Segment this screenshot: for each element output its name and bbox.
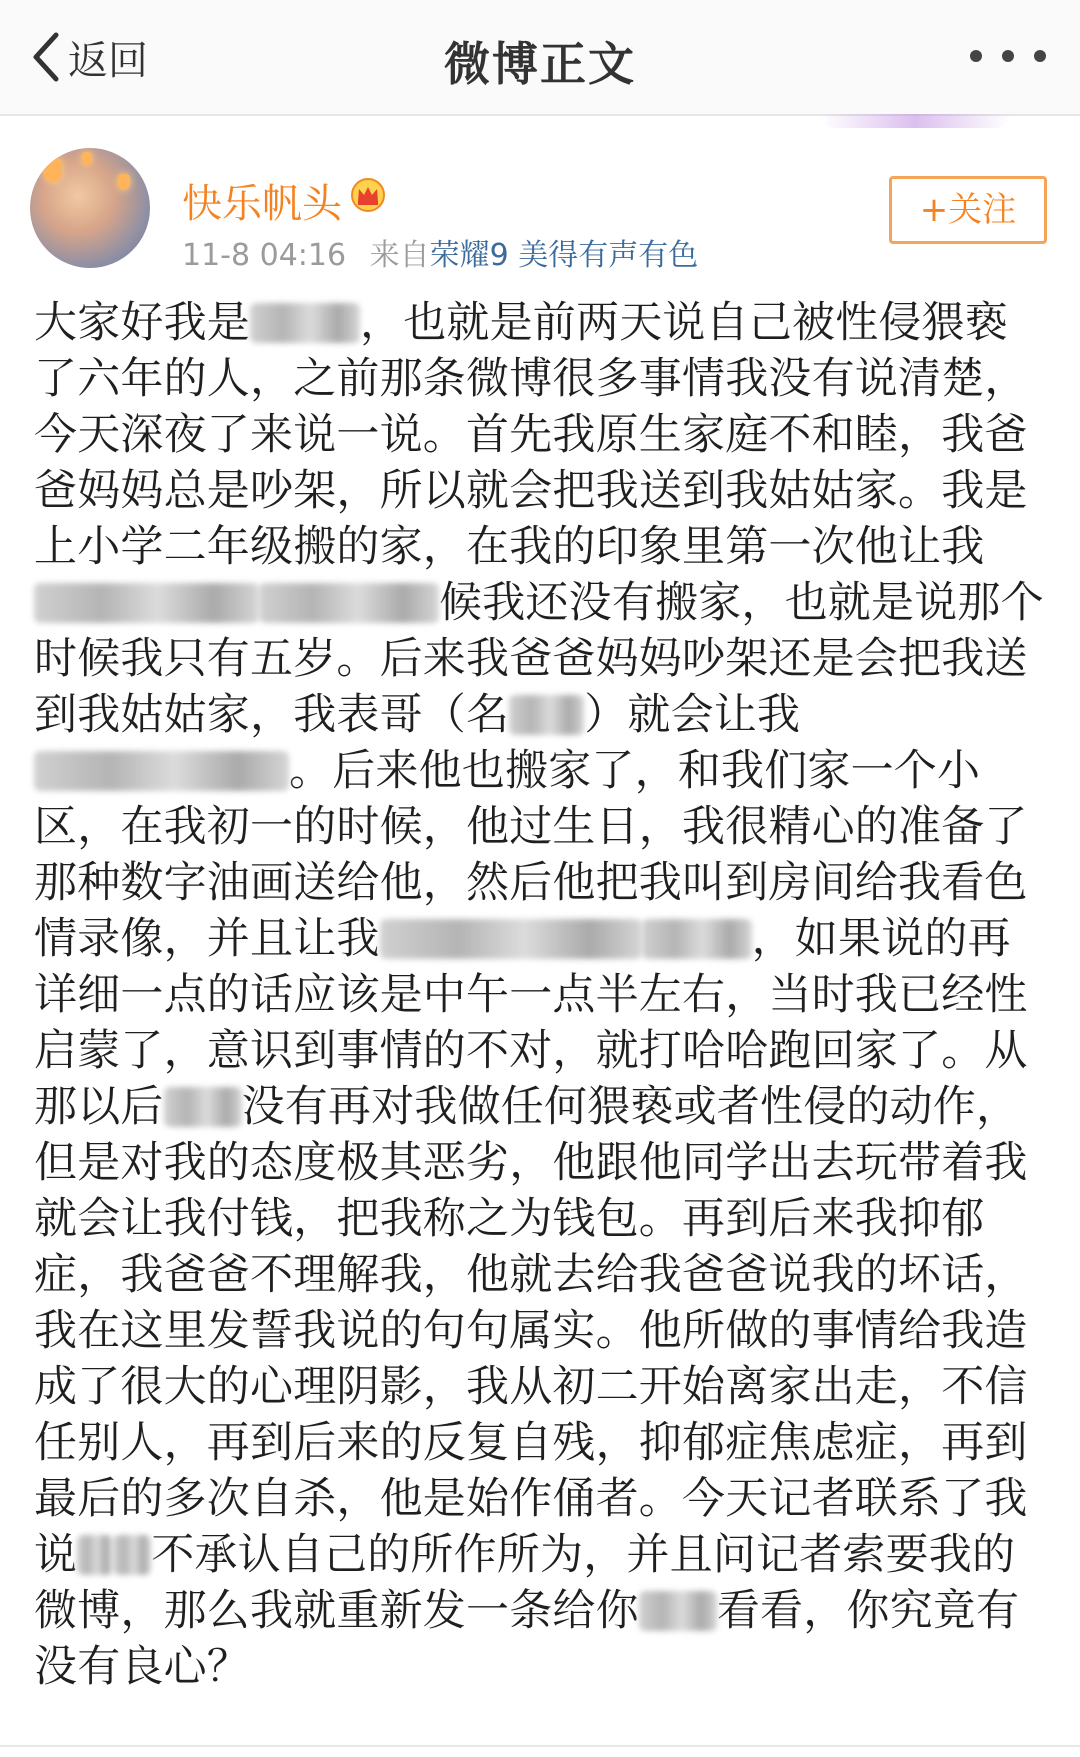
redacted-text xyxy=(34,751,289,791)
post-body xyxy=(34,295,1044,1695)
source-device-link[interactable]: 荣耀9 美得有声有色 xyxy=(429,238,699,273)
more-dots-icon[interactable] xyxy=(970,44,1046,68)
redacted-text xyxy=(250,303,360,343)
avatar[interactable] xyxy=(30,148,150,268)
post-text: 看看，你究竟有没有良心？ xyxy=(34,1586,1020,1692)
redacted-text xyxy=(642,919,752,959)
redacted-text xyxy=(380,919,642,959)
redacted-text xyxy=(639,1591,717,1631)
divider xyxy=(0,1745,1080,1747)
redacted-text xyxy=(259,583,439,623)
navigation-bar xyxy=(0,0,1080,116)
source-prefix: 来自 xyxy=(369,238,430,273)
follow-button[interactable]: +关注 xyxy=(889,176,1047,244)
post-text: 大家好我是 xyxy=(34,298,250,348)
post-text: ，如果说的再详细一点的话应该是中午一点半左右，当时我已经性启蒙了，意识到事情的不对，就打哈哈跑回家了。从那以后 xyxy=(34,914,1028,1132)
page-title: 微博正文 xyxy=(444,37,636,91)
banner-decoration xyxy=(820,114,1010,128)
post-text: 不承认自己的所作所为，并且问记者索要我的微博，那么我就重新发一条给你 xyxy=(34,1530,1016,1636)
redacted-text xyxy=(34,583,259,623)
post-text: ）就会让我 xyxy=(584,690,801,740)
post-text: 没有再对我做任何猥亵或者性侵的动作，但是对我的态度极其恶劣，他跟他同学出去玩带着我就会让我付钱，把我称之为钱包。再到后来我抑郁症，我爸爸不理解我，他就去给我爸爸说我的坏话，我在这里发誓我说的句句属实。他所做的事情给我造成了很大的心理阴影，我从初二开始离家出走，不信任别人，再到后来的反复自残，抑郁症焦虑症，再到最后的多次自杀，他是始作俑者。今天记者联系了我说 xyxy=(34,1082,1028,1580)
post-meta xyxy=(182,230,698,274)
post-text: 候我还没有搬家，也就是说那个时候我只有五岁。后来我爸爸妈妈吵架还是会把我送到我姑姑家，我表哥（名 xyxy=(34,578,1044,740)
redacted-text xyxy=(113,1535,151,1575)
post-text: 。后来他也搬家了，和我们家一个小区，在我初一的时候，他过生日，我很精心的准备了那种数字油画送给他，然后他把我叫到房间给我看色情录像，并且让我 xyxy=(34,746,1028,964)
crown-badge-icon xyxy=(350,178,386,212)
redacted-text xyxy=(164,1087,242,1127)
username[interactable]: 快乐帆头 xyxy=(182,181,342,227)
back-label: 返回 xyxy=(68,37,148,84)
redacted-text xyxy=(509,695,584,735)
redacted-text xyxy=(77,1535,113,1575)
post-header xyxy=(0,128,1080,278)
post-text: ，也就是前两天说自己被性侵猥亵了六年的人，之前那条微博很多事情我没有说清楚，今天深夜了来说一说。首先我原生家庭不和睦，我爸爸妈妈总是吵架，所以就会把我送到我姑姑家。我是上小学二年级搬的家，在我的印象里第一次他让我 xyxy=(34,298,1028,572)
timestamp: 11-8 04:16 xyxy=(182,238,347,273)
